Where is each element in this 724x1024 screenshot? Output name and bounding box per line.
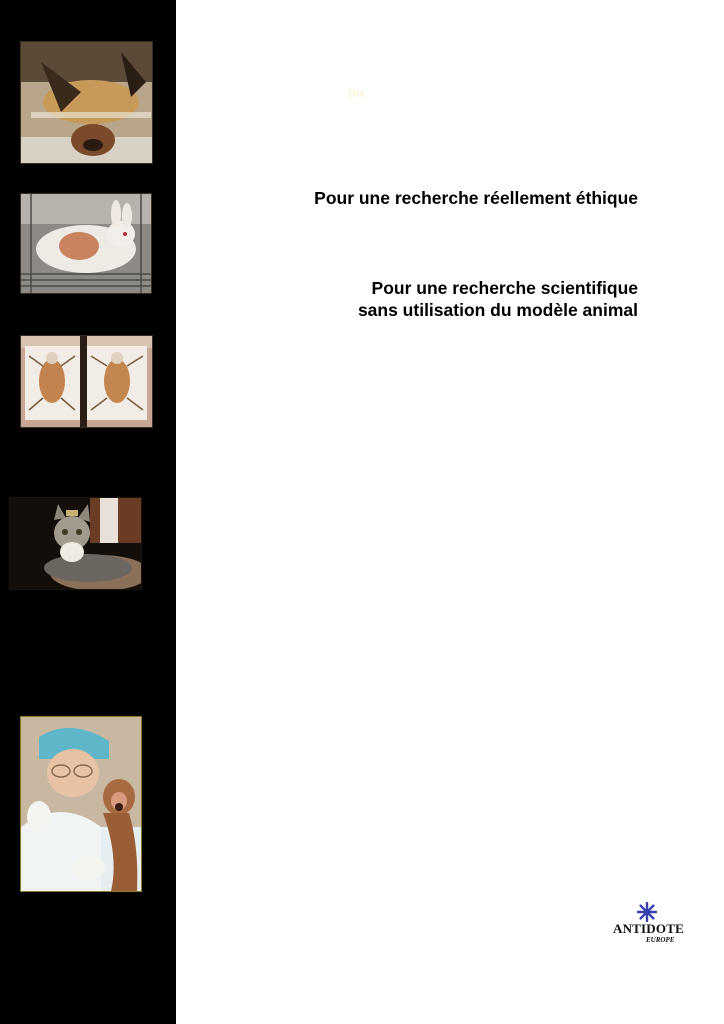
monkey-photo — [20, 716, 142, 892]
rabbit-photo — [20, 193, 152, 294]
headline-line-1: Pour une recherche scientifique — [371, 278, 638, 298]
dog-photo — [20, 41, 153, 164]
photo-sidebar — [0, 0, 176, 1024]
rats-photo — [20, 335, 153, 428]
headline-non-animal-research — [358, 277, 638, 321]
logo-subtitle: EUROPE — [646, 936, 675, 944]
cat-photo — [9, 497, 142, 590]
star-icon — [637, 902, 657, 922]
headline-line-2: sans utilisation du modèle animal — [357, 300, 638, 320]
headline-ethical-research: Pour une recherche réellement éthique — [314, 188, 638, 208]
faint-heading-word: Dix — [348, 88, 366, 100]
logo-name: ANTIDOTE — [613, 921, 684, 936]
antidote-europe-logo — [610, 902, 684, 952]
